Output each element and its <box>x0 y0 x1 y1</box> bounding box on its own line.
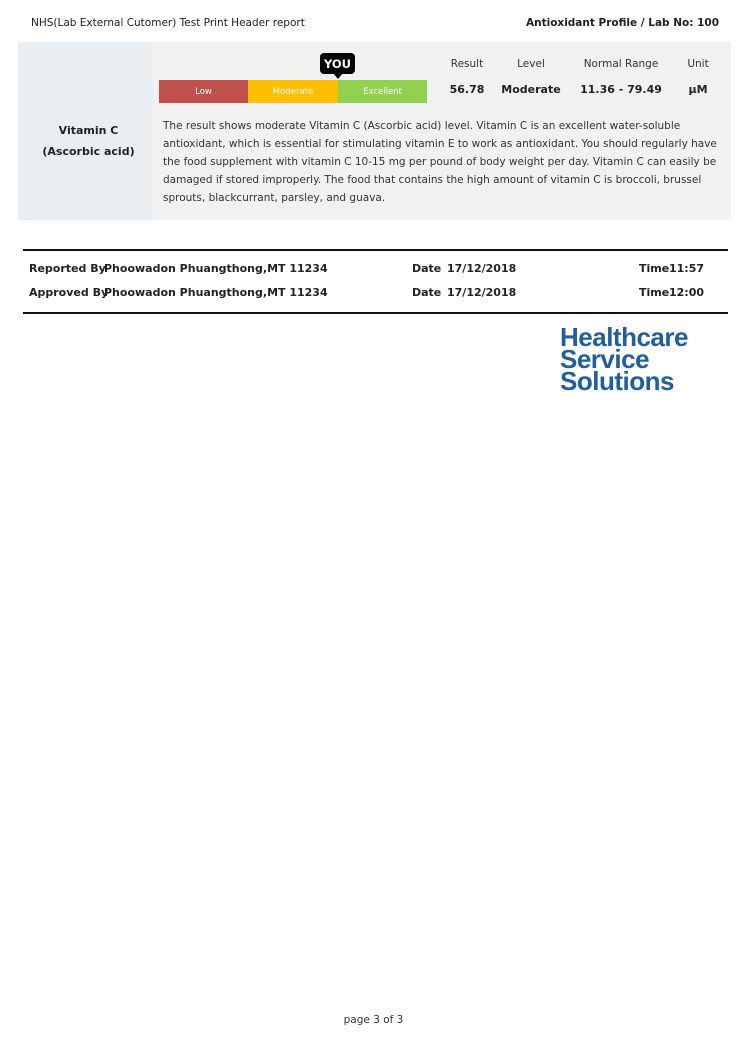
result-description: The result shows moderate Vitamin C (Ascorbic acid) level. Vitamin C is an excellent water-soluble antioxidant, which is essential for stimulating vitamin E to work as antioxidant. You should regularly have the food supplement with vitamin C 10-15 mg per pound of body weight per day. Vitamin C can easily be damaged if stored improperly. The food that contains the high amount of vitamin C is broccoli, brussel sprouts, blackcurrant, parsley, and guava. <box>163 120 717 204</box>
level-scale-bar <box>159 80 427 103</box>
result-column-header: Result <box>450 58 484 70</box>
unit-value: μM <box>688 83 708 96</box>
approved-date: 17/12/2018 <box>447 286 517 299</box>
logo-line-2: Service <box>560 344 650 374</box>
reported-by-name: Phoowadon Phuangthong,MT 11234 <box>104 262 328 275</box>
divider-top <box>23 249 728 251</box>
reported-time-label: Time <box>639 262 670 275</box>
page-number: page 3 of 3 <box>343 1014 404 1026</box>
scale-excellent-segment: Excellent <box>338 80 427 103</box>
approved-by-label: Approved By <box>29 286 109 299</box>
lab-number-header: Antioxidant Profile / Lab No: 100 <box>525 17 719 29</box>
reported-date: 17/12/2018 <box>447 262 517 275</box>
normal-range-value: 11.36 - 79.49 <box>580 83 662 96</box>
analyte-subname: (Ascorbic acid) <box>42 145 135 158</box>
logo-line-3: Solutions <box>560 366 674 396</box>
approved-date-label: Date <box>412 286 442 299</box>
approved-by-name: Phoowadon Phuangthong,MT 11234 <box>104 286 328 299</box>
level-column-header: Level <box>517 58 545 70</box>
divider-bottom <box>23 312 728 314</box>
scale-low-segment: Low <box>159 80 248 103</box>
you-marker-pointer <box>333 73 343 79</box>
level-value: Moderate <box>501 83 561 96</box>
scale-moderate-segment: Moderate <box>248 80 338 103</box>
unit-column-header: Unit <box>687 58 709 70</box>
reported-date-label: Date <box>412 262 442 275</box>
report-header-title: NHS(Lab External Cutomer) Test Print Header report <box>31 17 305 29</box>
you-marker: YOU <box>320 53 355 74</box>
company-logo <box>560 322 688 396</box>
normal-range-column-header: Normal Range <box>583 58 659 70</box>
approved-time-label: Time <box>639 286 670 299</box>
result-value: 56.78 <box>449 83 485 96</box>
reported-time: 11:57 <box>669 262 705 275</box>
approved-time: 12:00 <box>669 286 705 299</box>
logo-line-1: Healthcare <box>560 322 688 352</box>
analyte-name: Vitamin C <box>58 124 119 137</box>
reported-by-label: Reported By <box>29 262 106 275</box>
